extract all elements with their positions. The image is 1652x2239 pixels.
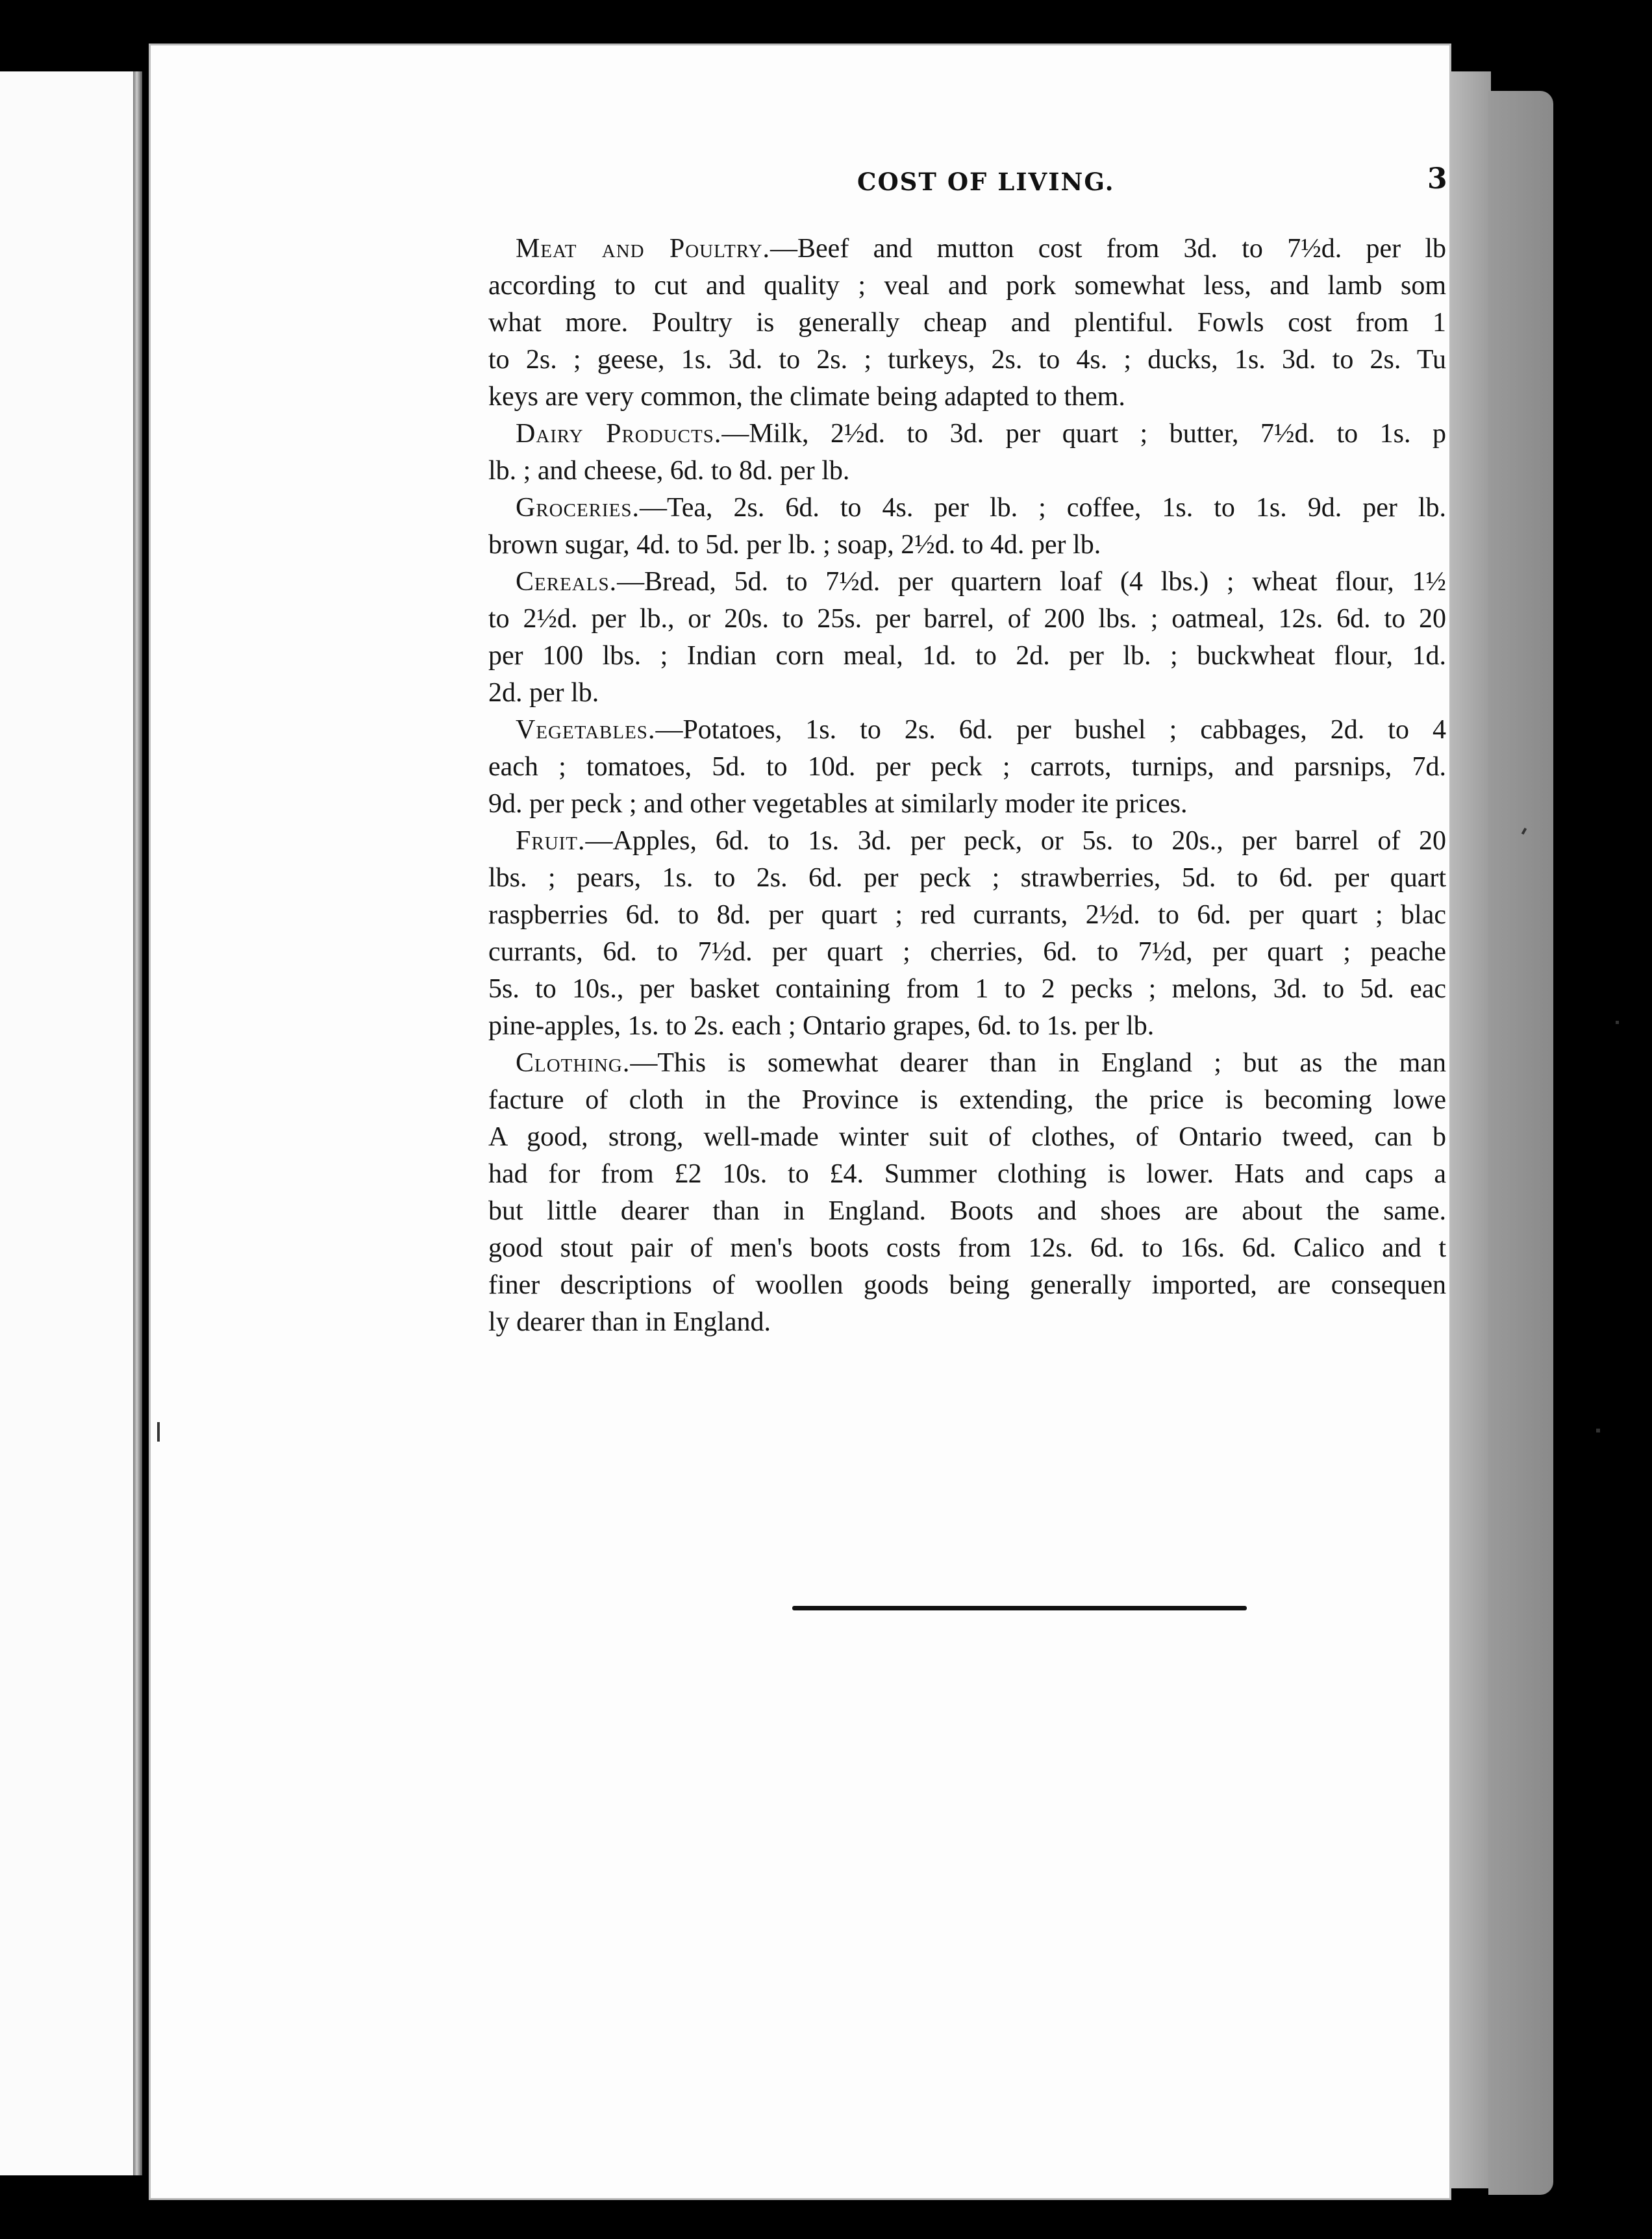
section-rule bbox=[792, 1606, 1247, 1610]
body-text bbox=[488, 231, 1446, 1412]
text-line: lbs. ; pears, 1s. to 2s. 6d. per peck ; strawberries, 5d. to 6d. per quart bbox=[488, 863, 1446, 893]
book-gutter bbox=[133, 71, 142, 2175]
text-line: but little dearer than in England. Boots and shoes are about the same. bbox=[488, 1196, 1446, 1226]
text-line bbox=[488, 490, 1446, 527]
facing-page-edge bbox=[0, 71, 140, 2175]
text-line bbox=[488, 564, 1446, 601]
text-line: good stout pair of men's boots costs from 12s. 6d. to 16s. 6d. Calico and t bbox=[488, 1233, 1446, 1263]
text-line: 9d. per peck ; and other vegetables at similarly moder ite prices. bbox=[488, 789, 1188, 819]
page-number: 3 bbox=[1427, 162, 1447, 195]
text-line: to 2s. ; geese, 1s. 3d. to 2s. ; turkeys, 2s. to 4s. ; ducks, 1s. 3d. to 2s. Tu bbox=[488, 345, 1446, 375]
text-line: A good, strong, well-made winter suit of clothes, of Ontario tweed, can b bbox=[488, 1122, 1446, 1152]
text-line bbox=[488, 823, 1446, 860]
text-line: pine-apples, 1s. to 2s. each ; Ontario grapes, 6d. to 1s. per lb. bbox=[488, 1011, 1155, 1041]
text-line: to 2½d. per lb., or 20s. to 25s. per barrel, of 200 lbs. ; oatmeal, 12s. 6d. to 20 bbox=[488, 604, 1446, 634]
text-line: according to cut and quality ; veal and pork somewhat less, and lamb som bbox=[488, 271, 1446, 301]
scan-speck bbox=[1616, 1021, 1619, 1024]
page-edge-strip bbox=[1443, 71, 1491, 2188]
text-line bbox=[488, 416, 1446, 453]
book-cover-edge bbox=[1488, 91, 1553, 2195]
text-line: what more. Poultry is generally cheap and plentiful. Fowls cost from 1 bbox=[488, 308, 1446, 338]
text-line: currants, 6d. to 7½d. per quart ; cherries, 6d. to 7½d, per quart ; peache bbox=[488, 937, 1446, 967]
section-heading: Fruit. bbox=[516, 826, 586, 856]
text-line: each ; tomatoes, 5d. to 10d. per peck ; carrots, turnips, and parsnips, 7d. bbox=[488, 752, 1446, 782]
line-text: —This is somewhat dearer than in England ; but as the man bbox=[630, 1048, 1446, 1078]
text-line: 5s. to 10s., per basket containing from 1 to 2 pecks ; melons, 3d. to 5d. eac bbox=[488, 974, 1446, 1004]
line-text: —Potatoes, 1s. to 2s. 6d. per bushel ; cabbages, 2d. to 4 bbox=[655, 715, 1446, 745]
line-text: —Beef and mutton cost from 3d. to 7½d. per lb bbox=[770, 234, 1446, 264]
section-heading: Clothing. bbox=[516, 1048, 631, 1078]
section-heading: Cereals. bbox=[516, 567, 618, 597]
text-line: had for from £2 10s. to £4. Summer clothing is lower. Hats and caps a bbox=[488, 1159, 1446, 1189]
text-line: per 100 lbs. ; Indian corn meal, 1d. to 2d. per lb. ; buckwheat flour, 1d. bbox=[488, 641, 1446, 671]
text-line: finer descriptions of woollen goods being generally imported, are consequen bbox=[488, 1270, 1446, 1300]
text-line: 2d. per lb. bbox=[488, 678, 599, 708]
text-line: facture of cloth in the Province is extending, the price is becoming lowe bbox=[488, 1085, 1446, 1115]
section-heading: Groceries. bbox=[516, 493, 640, 523]
line-text: —Apples, 6d. to 1s. 3d. per peck, or 5s. to 20s., per barrel of 20 bbox=[585, 826, 1446, 856]
text-line: keys are very common, the climate being adapted to them. bbox=[488, 382, 1125, 412]
text-line bbox=[488, 231, 1446, 268]
text-line: ly dearer than in England. bbox=[488, 1307, 771, 1337]
text-line: lb. ; and cheese, 6d. to 8d. per lb. bbox=[488, 456, 850, 486]
section-heading: Meat and Poultry. bbox=[516, 234, 771, 264]
scan-speck bbox=[157, 1422, 160, 1442]
line-text: —Tea, 2s. 6d. to 4s. per lb. ; coffee, 1s. to 1s. 9d. per lb. bbox=[640, 493, 1446, 523]
running-head: COST OF LIVING. bbox=[857, 168, 1115, 196]
line-text: —Bread, 5d. to 7½d. per quartern loaf (4 lbs.) ; wheat flour, 1½ bbox=[617, 567, 1446, 597]
text-line: raspberries 6d. to 8d. per quart ; red currants, 2½d. to 6d. per quart ; blac bbox=[488, 900, 1446, 930]
text-line bbox=[488, 1045, 1446, 1082]
section-heading: Dairy Products. bbox=[516, 419, 722, 449]
scan-speck bbox=[1596, 1429, 1600, 1432]
text-line bbox=[488, 712, 1446, 749]
section-heading: Vegetables. bbox=[516, 715, 656, 745]
text-line: brown sugar, 4d. to 5d. per lb. ; soap, 2½d. to 4d. per lb. bbox=[488, 530, 1101, 560]
line-text: —Milk, 2½d. to 3d. per quart ; butter, 7½d. to 1s. p bbox=[721, 419, 1446, 449]
